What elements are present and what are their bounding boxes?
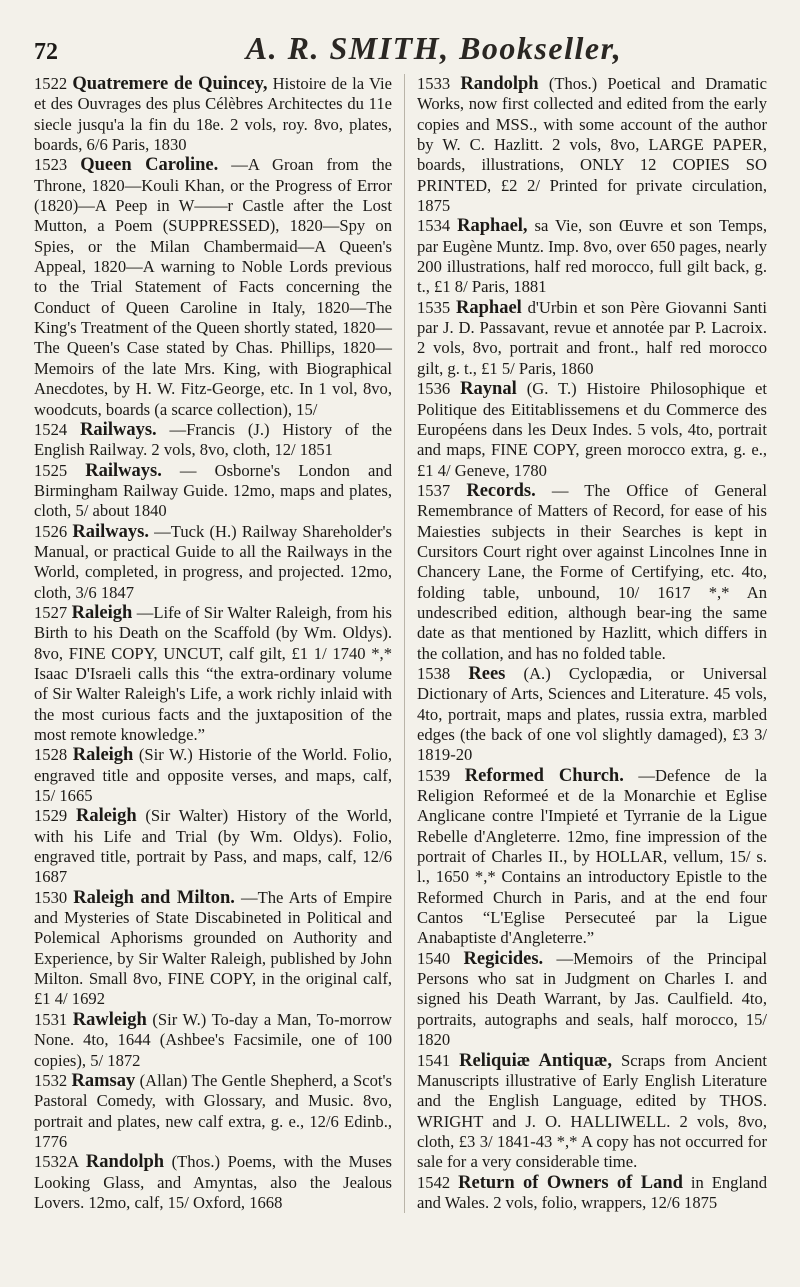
entry-description: — Osborne's London and Birmingham Railway Guide. 12mo, maps and plates, cloth, 5/ about 1840 [34, 460, 392, 521]
entry-number: 1529 [34, 806, 68, 826]
entry-description: (A.) Cyclopædia, or Universal Dictionary of Arts, Sciences and Literature. 45 vols, 4to, portrait, maps and plates, russia extra, marbled edges (the back of one vol slightly damaged), £3 3/ 1819-20 [417, 663, 768, 765]
entry-keyword: Regicides. [463, 948, 544, 969]
catalogue-entry [417, 216, 767, 297]
entry-keyword: Return of Owners of Land [458, 1172, 683, 1193]
catalogue-entry [34, 155, 392, 419]
entry-description: in England and Wales. 2 vols, folio, wrappers, 12/6 1875 [417, 1172, 767, 1212]
entry-description: d'Urbin et son Père Giovanni Santi par J. D. Passavant, revue et annotée par P. Lacroix. 2 vols, 8vo, portrait and front., half red morocco gilt, g. t., £1 5/ Paris, 1860 [417, 297, 768, 378]
entry-keyword: Raphael [456, 297, 522, 318]
catalogue-entry [417, 1051, 767, 1173]
entry-keyword: Records. [466, 480, 536, 501]
catalogue-entry [34, 1010, 392, 1071]
catalogue-entry [34, 888, 392, 1010]
entry-keyword: Railways. [72, 521, 149, 542]
entry-number: 1542 [417, 1172, 451, 1192]
entry-description: (Sir W.) To-day a Man, To-morrow None. 4to, 1644 (Ashbee's Facsimile, one of 100 copies), 5/ 1872 [34, 1009, 393, 1070]
entry-number: 1532 [34, 1070, 68, 1090]
entry-keyword: Raleigh [75, 806, 137, 827]
entry-keyword: Raphael, [457, 216, 528, 237]
entry-number: 1538 [417, 663, 451, 683]
entry-keyword: Raleigh [72, 745, 134, 766]
catalogue-entry [417, 74, 767, 216]
entry-description: — The Office of General Remembrance of Matters of Record, for ease of his Maiesties subjects in their Searches is kept in Cursitors Court right over against Lincolnes Inne in Chancery Lane, the Forme of Certifying, etc. 4to, folding table, unbound, 10/ 1617 *,* An undescribed edition, although bear-ing the same date as that mentioned by Hazlitt, which differs in the collation, and has no folded table. [417, 480, 767, 663]
entry-number: 1531 [34, 1009, 68, 1029]
catalogue-entry [417, 1173, 767, 1214]
catalogue-entry [417, 298, 767, 379]
entry-number: 1523 [34, 155, 68, 175]
entry-keyword: Raynal [460, 379, 517, 400]
catalogue-entry [417, 664, 767, 766]
entry-number: 1532A [34, 1152, 79, 1172]
entry-description: (Thos.) Poems, with the Muses Looking Glass, and Amyntas, also the Jealous Lovers. 12mo, calf, 15/ Oxford, 1668 [34, 1152, 392, 1212]
catalogue-entry [34, 806, 392, 887]
entry-keyword: Ramsay [71, 1070, 136, 1091]
entry-number: 1522 [34, 74, 68, 93]
entry-keyword: Queen Caroline. [80, 155, 219, 176]
entry-description: —Tuck (H.) Railway Shareholder's Manual, or practical Guide to all the Railways in the World, completed, in progress, and projected. 12mo, cloth, 3/6 1847 [34, 521, 392, 602]
entry-number: 1534 [417, 216, 451, 236]
entry-description: (Thos.) Poetical and Dramatic Works, now first collected and edited from the early copies and MSS., with some account of the author by W. C. Hazlitt. 2 vols, 8vo, LARGE PAPER, boards, illustrations, ONLY 12 COPIES SO PRINTED, £2 2/ Printed for private circulation, 1875 [417, 74, 768, 216]
entry-keyword: Randolph [85, 1152, 165, 1173]
entry-description: —Francis (J.) History of the English Railway. 2 vols, 8vo, cloth, 12/ 1851 [34, 419, 392, 460]
entry-number: 1535 [417, 297, 451, 317]
catalogue-entry [417, 481, 767, 664]
entry-number: 1539 [417, 765, 451, 785]
entry-keyword: Railways. [85, 460, 162, 481]
entry-description: Histoire de la Vie et des Ouvrages des plus Célèbres Architectes du 11e siecle jusqu'a la fin du 18e. 2 vols, roy. 8vo, plates, boards, 6/6 Paris, 1830 [34, 74, 392, 155]
entry-description: (Sir W.) Historie of the World. Folio, engraved title and opposite verses, and maps, calf, 15/ 1665 [34, 745, 392, 806]
entry-keyword: Raleigh and Milton. [73, 887, 235, 908]
catalogue-entry [417, 766, 767, 949]
entry-description: —A Groan from the Throne, 1820—Kouli Khan, or the Progress of Error (1820)—A Peep in W——r Castle after the Lost Mutton, a Poem (SUPPRESSED), 1820—Spy on Spies, or the Milan Chambermaid—A Queen's Appeal, 1820—A warning to Noble Lords previous to the Trial Statement of Facts concerning the Conduct of Queen Caroline in Italy, 1820—The King's Treatment of the Queen shortly stated, 1820—The Queen's Case stated by Chas. Phillips, 1820—Memoirs of the late Mrs. King, with Biographical Anecdotes, by H. W. Fitz-George, etc. In 1 vol, 8vo, woodcuts, boards (a scarce collection), 15/ [34, 155, 392, 419]
catalogue-entry [417, 949, 767, 1051]
entry-number: 1525 [34, 460, 68, 480]
entry-number: 1536 [417, 379, 451, 399]
catalogue-entry [34, 74, 392, 155]
catalogue-entry [34, 745, 392, 806]
entry-keyword: Quatremere de Quincey, [72, 74, 268, 94]
entry-keyword: Randolph [460, 74, 539, 94]
entry-description: —Memoirs of the Principal Persons who sat in Judgment on Charles I. and signed his Death Warrant, by Jas. Caulfield. 4to, portraits, autographs and seals, half morocco, 15/ 1820 [417, 948, 767, 1050]
catalogue-entry [34, 1071, 392, 1152]
entry-keyword: Reformed Church. [464, 765, 624, 786]
entry-description: (Allan) The Gentle Shepherd, a Scot's Pastoral Comedy, with Glossary, and Music. 8vo, portrait and plates, new calf extra, g. e., 12/6 Edinb., 1776 [34, 1070, 392, 1151]
catalogue-entry [34, 522, 392, 603]
catalogue-entry [34, 461, 392, 522]
catalogue-entry [417, 379, 767, 481]
entry-description: (G. T.) Histoire Philosophique et Politique des Eititablissemens et du Commerce des Européens dans les Deux Indes. 5 vols, 4to, portrait and maps, FINE COPY, green morocco extra, g. e., £1 4/ Geneve, 1780 [417, 379, 767, 480]
entry-keyword: Raleigh [71, 602, 133, 623]
right-column [404, 74, 767, 1213]
entry-description: —Life of Sir Walter Raleigh, from his Birth to his Death on the Scaffold (by Wm. Oldys). 8vo, FINE COPY, UNCUT, calf gilt, £1 1/ 1740 *,* Isaac D'Israeli calls this “the extra-ordinary volume of Sir Walter Raleigh's Life, a work richly inlaid with the most curious facts and the juxtaposition of the most remote knowledge.” [34, 602, 392, 744]
page-header [34, 30, 768, 70]
entry-keyword: Reliquiæ Antiquæ, [459, 1050, 613, 1071]
entry-description: —The Arts of Empire and Mysteries of State Discabineted in Political and Polemical Aphorisms grounded on Authority and Experience, by Sir Walter Raleigh, published by John Milton. Small 8vo, FINE COPY, in the original calf, £1 4/ 1692 [34, 887, 392, 1009]
catalogue-entry [34, 1152, 392, 1213]
entry-description: Scraps from Ancient Manuscripts illustrative of Early English Literature and the English Language, edited by THOS. WRIGHT and J. O. HALLIWELL. 2 vols, 8vo, cloth, £3 3/ 1841-43 *,* A copy has not occurred for sale for a very considerable time. [417, 1050, 768, 1172]
page-number: 72 [34, 39, 58, 65]
entry-number: 1528 [34, 745, 68, 765]
catalogue-entry [34, 420, 392, 461]
entry-description: —Defence de la Religion Reformeé et de la Monarchie et Eglise Anglicane contre l'Impieté et Tyrranie de la Ligue Rebelle d'Angleterre. 12mo, fine impression of the portrait of Charles II., by HOLLAR, vellum, 15/ s. l., 1650 *,* Contains an introductory Epistle to the Reformed Church in Paris, and at the end four Cantos “L'Eglise Persecuteé par la Ligue Anabaptiste d'Angleterre.” [417, 765, 767, 948]
running-title: A. R. SMITH, Bookseller, [245, 30, 623, 66]
left-column [34, 74, 404, 1213]
entry-description: (Sir Walter) History of the World, with his Life and Trial (by Wm. Oldys). Folio, engraved title, portrait by Pass, and maps, calf, 12/6 1687 [34, 806, 392, 887]
entry-number: 1541 [417, 1050, 451, 1070]
entry-number: 1526 [34, 521, 68, 541]
entry-number: 1537 [417, 480, 451, 500]
entry-number: 1530 [34, 887, 68, 907]
entry-keyword: Rawleigh [72, 1009, 147, 1030]
entry-number: 1527 [34, 602, 68, 622]
catalogue-entry [34, 603, 392, 745]
entry-description: sa Vie, son Œuvre et son Temps, par Eugène Muntz. Imp. 8vo, over 650 pages, nearly 200 illustrations, half red morocco, full gilt back, g. t., £1 8/ Paris, 1881 [417, 216, 767, 297]
entry-number: 1524 [34, 419, 68, 439]
entry-number: 1540 [417, 948, 451, 968]
entry-keyword: Railways. [80, 419, 157, 440]
entry-number: 1533 [417, 74, 451, 93]
entry-keyword: Rees [468, 663, 506, 684]
columns [34, 74, 768, 1213]
